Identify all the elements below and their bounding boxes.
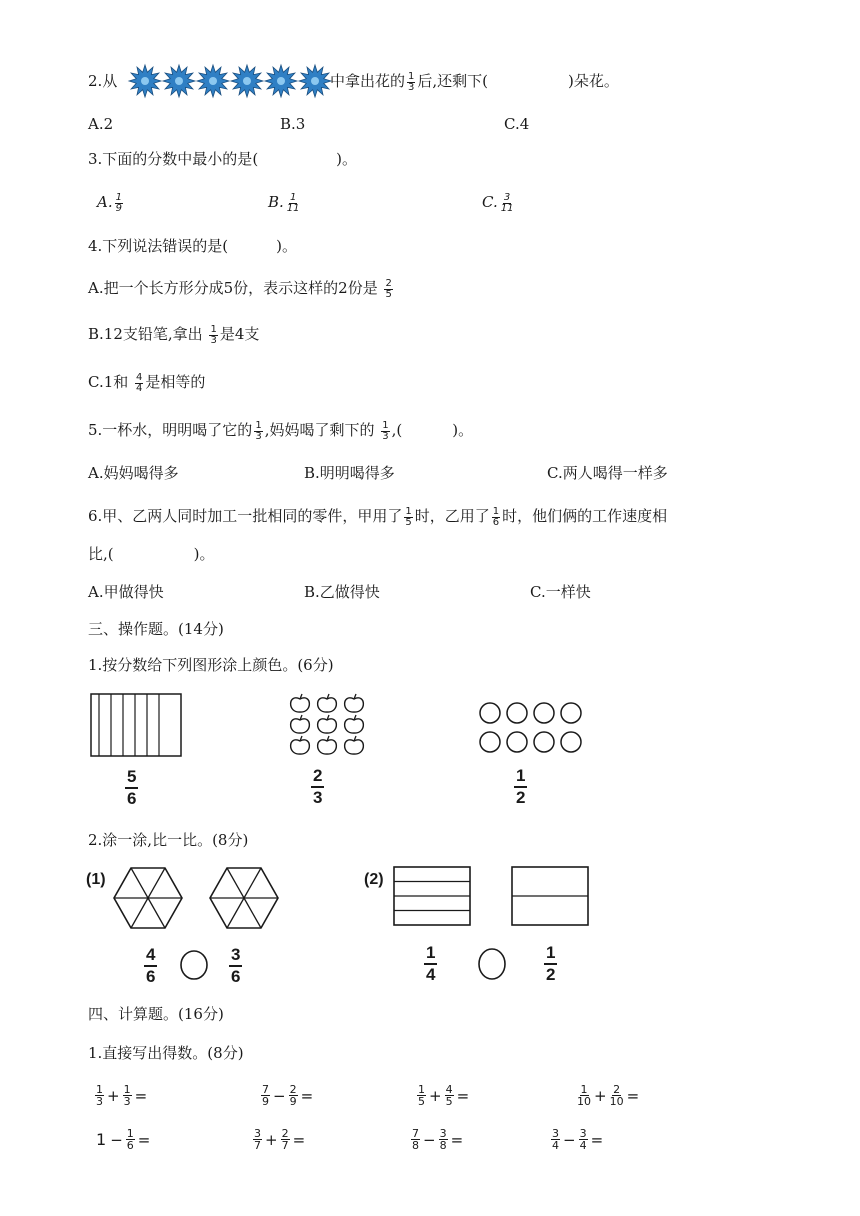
p1-fraction-right: 3 6 xyxy=(231,945,241,986)
q6-option-c[interactable]: C.一样快 xyxy=(530,583,591,601)
calc-expression[interactable]: $\frac{3}{4}$ − $\frac{3}{4}$ = xyxy=(552,1127,604,1152)
fraction: $\frac{1}{3}$ xyxy=(408,70,415,93)
question-2-text: 中拿出花的 $\frac{1}{3}$ 后,还剩下( )朵花。 xyxy=(330,70,619,93)
flower-icon xyxy=(299,65,331,97)
q4-option-a[interactable]: A.把一个长方形分成5份，表示这样的2份是 $\frac{2}{5}$ xyxy=(88,277,392,300)
q6-option-a[interactable]: A.甲做得快 xyxy=(88,583,164,601)
circle-shape[interactable] xyxy=(534,732,554,752)
circle-shape[interactable] xyxy=(507,732,527,752)
calc-expression[interactable]: $\frac{1}{5}$ + $\frac{4}{5}$ = xyxy=(418,1083,470,1108)
apple-icon[interactable] xyxy=(318,694,337,712)
q4-option-c[interactable]: C.1和 $\frac{4}{4}$ 是相等的 xyxy=(88,371,206,394)
apple-icon[interactable] xyxy=(318,715,337,733)
p2-fraction-left: 1 4 xyxy=(426,943,436,984)
calc-expression[interactable]: $\frac{1}{3}$ + $\frac{1}{3}$ = xyxy=(96,1083,148,1108)
q3-option-c[interactable]: C. $\frac{3}{11}$ xyxy=(482,191,514,214)
apple-icon[interactable] xyxy=(291,694,310,712)
op1-fraction-2: 2 3 xyxy=(313,766,323,807)
apple-icon[interactable] xyxy=(345,736,364,754)
question-5: 5.一杯水，明明喝了它的 $\frac{1}{3}$ ,妈妈喝了剩下的 $\frac{1}{3}$ ,( )。 xyxy=(88,419,474,442)
q3-option-b[interactable]: B. $\frac{1}{11}$ xyxy=(268,191,300,214)
q3-option-a[interactable]: A. $\frac{1}{9}$ xyxy=(97,191,122,214)
op1-fraction-3: 1 2 xyxy=(516,766,526,807)
question-number: 2. xyxy=(88,72,103,90)
flower-icon xyxy=(265,65,297,97)
q2-option-c[interactable]: C.4 xyxy=(504,115,530,133)
circle-shape[interactable] xyxy=(561,732,581,752)
apple-icon[interactable] xyxy=(345,694,364,712)
circle-shape[interactable] xyxy=(480,703,500,723)
q5-option-c[interactable]: C.两人喝得一样多 xyxy=(547,464,668,482)
compare-circle-2[interactable] xyxy=(478,948,508,982)
q2-option-b[interactable]: B.3 xyxy=(280,115,306,133)
flower-icon xyxy=(231,65,263,97)
apple-icon[interactable] xyxy=(291,736,310,754)
calc-title: 1.直接写出得数。(8分) xyxy=(88,1044,244,1062)
q4-option-b[interactable]: B.12支铅笔,拿出 $\frac{1}{3}$ 是4支 xyxy=(88,323,260,346)
flower-icon xyxy=(197,65,229,97)
q2-option-a[interactable]: A.2 xyxy=(88,115,114,133)
flower-icon xyxy=(129,65,161,97)
rectangle-halves[interactable] xyxy=(511,866,591,928)
apple-icon[interactable] xyxy=(318,736,337,754)
circle-shape[interactable] xyxy=(534,703,554,723)
hexagon-right[interactable] xyxy=(209,868,281,930)
q6-option-b[interactable]: B.乙做得快 xyxy=(304,583,380,601)
question-6-line-2: 比,( )。 xyxy=(88,545,215,563)
op1-fraction-1: 5 6 xyxy=(127,767,137,808)
section-4-title: 四、计算题。(16分) xyxy=(88,1005,224,1023)
q5-option-a[interactable]: A.妈妈喝得多 xyxy=(88,464,179,482)
question-6: 6.甲、乙两人同时加工一批相同的零件，甲用了 $\frac{1}{5}$ 时，乙用了 $\frac{1}{6}$ 时，他们俩的工作速度相 xyxy=(88,505,668,528)
circle-grid[interactable] xyxy=(478,700,584,756)
rectangle-quarters[interactable] xyxy=(393,866,473,928)
question-2: 2.从 xyxy=(88,72,118,90)
question-4: 4.下列说法错误的是( )。 xyxy=(88,237,298,255)
q5-option-b[interactable]: B.明明喝得多 xyxy=(304,464,395,482)
calc-expression[interactable]: $\frac{7}{9}$ − $\frac{2}{9}$ = xyxy=(262,1083,314,1108)
part-1-label: (1) xyxy=(86,871,106,888)
calc-expression[interactable]: $\frac{3}{7}$ + $\frac{2}{7}$ = xyxy=(254,1127,306,1152)
flower-row xyxy=(130,64,330,98)
flower-icon xyxy=(163,65,195,97)
question-3: 3.下面的分数中最小的是( )。 xyxy=(88,150,358,168)
calc-expression[interactable]: $\frac{1}{10}$ + $\frac{2}{10}$ = xyxy=(577,1083,640,1108)
operation-2-title: 2.涂一涂,比一比。(8分) xyxy=(88,831,249,849)
calc-expression[interactable]: 1 − $\frac{1}{6}$ = xyxy=(96,1127,151,1152)
operation-1-title: 1.按分数给下列图形涂上颜色。(6分) xyxy=(88,656,334,674)
circle-shape[interactable] xyxy=(507,703,527,723)
calc-expression[interactable]: $\frac{7}{8}$ − $\frac{3}{8}$ = xyxy=(412,1127,464,1152)
apple-icon[interactable] xyxy=(291,715,310,733)
p1-fraction-left: 4 6 xyxy=(146,945,156,986)
compare-circle-1[interactable] xyxy=(180,950,210,982)
p2-fraction-right: 1 2 xyxy=(546,943,556,984)
hexagon-left[interactable] xyxy=(113,868,185,930)
part-2-label: (2) xyxy=(364,871,384,888)
circle-shape[interactable] xyxy=(561,703,581,723)
apple-grid[interactable] xyxy=(288,692,368,754)
circle-shape[interactable] xyxy=(480,732,500,752)
apple-icon[interactable] xyxy=(345,715,364,733)
section-3-title: 三、操作题。(14分) xyxy=(88,620,224,638)
striped-rectangle[interactable] xyxy=(90,693,182,757)
